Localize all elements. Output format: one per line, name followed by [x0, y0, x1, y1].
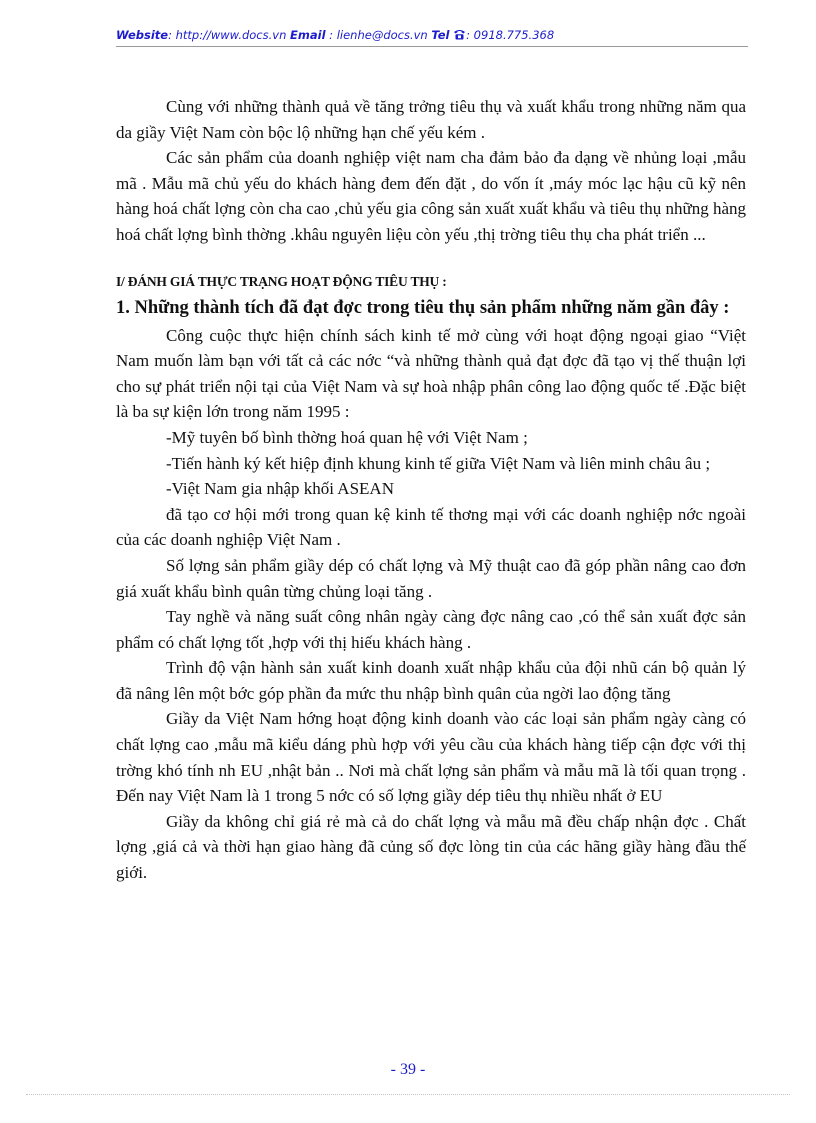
- body-paragraph: Công cuộc thực hiện chính sách kinh tế mở cùng với hoạt động ngoại giao “Việt Nam muốn làm bạn với tất cả các nớc “và những thành quả đạt đợc đã tạo vị thế thuận lợi cho sự phát triển nội tại của Việt Nam và sự hoà nhập phân công lao động quốc tế .Đặc biệt là ba sự kiện lớn trong năm 1995 :: [116, 325, 746, 422]
- body-paragraph: Số lợng sản phẩm giầy dép có chất lợng và Mỹ thuật cao đã góp phần nâng cao đơn giá xuất khẩu bình quân từng chủng loại tăng .: [116, 555, 746, 601]
- body-paragraph: -Mỹ tuyên bố bình thờng hoá quan hệ với Việt Nam ;: [166, 427, 528, 447]
- footer-divider: [26, 1094, 790, 1095]
- subsection-title: 1. Những thành tích đã đạt đợc trong tiêu thụ sản phẩm những năm gần đây :: [116, 297, 730, 318]
- phone-icon: [453, 29, 466, 40]
- tel-label: Tel: [431, 28, 450, 42]
- section-title: I/ ĐÁNH GIÁ THỰC TRẠNG HOẠT ĐỘNG TIÊU THỤ :: [116, 273, 447, 289]
- body-paragraph: Tay nghề và năng suất công nhân ngày càng đợc nâng cao ,có thể sản xuất đợc sản phẩm có chất lợng tốt ,hợp với thị hiếu khách hàng .: [116, 607, 746, 652]
- page-number: - 39 -: [390, 1061, 426, 1078]
- header-divider: [116, 46, 748, 47]
- intro-paragraph-1: Cùng với những thành quả về tăng trởng tiêu thụ và xuất khẩu trong những năm qua da giầy Việt Nam còn bộc lộ những hạn chế yếu kém .: [116, 97, 746, 142]
- page-header: [116, 28, 748, 42]
- body-paragraph: Giầy da không chỉ giá rẻ mà cả do chất lợng và mẫu mã đều chấp nhận đợc . Chất lợng ,giá cả và thời hạn giao hàng đã củng số đợc lòng tin của các hãng giầy hàng đầu thế giới.: [116, 811, 746, 883]
- email-label: Email: [290, 28, 326, 42]
- body-paragraph: -Tiến hành ký kết hiệp định khung kinh tế giữa Việt Nam và liên minh châu âu ;: [166, 453, 711, 473]
- website-value[interactable]: : http://www.docs.vn: [168, 28, 287, 42]
- body-paragraph: đã tạo cơ hội mới trong quan kệ kinh tế thơng mại với các doanh nghiệp nớc ngoài của các doanh nghiệp Việt Nam .: [116, 504, 746, 550]
- body-paragraph: Trình độ vận hành sản xuất kinh doanh xuất nhập khẩu của đội nhũ cán bộ quản lý đã nâng lên một bớc góp phần đa mức thu nhập bình quân của ngời lao động tăng: [116, 658, 746, 703]
- page-content: [116, 94, 746, 886]
- body-paragraph: -Việt Nam gia nhập khối ASEAN: [166, 479, 394, 499]
- body-paragraph: Giầy da Việt Nam hớng hoạt động kinh doanh vào các loại sản phẩm ngày càng có chất lợng cao ,mẫu mã kiểu dáng phù hợp với yêu cầu của khách hàng tiếp cận đợc với thị trờng khó tính nh EU ,nhật bản .. Nơi mà chất lợng sản phẩm và mẫu mã là tối quan trọng . Đến nay Việt Nam là 1 trong 5 nớc có số lợng giầy dép tiêu thụ nhiều nhất ở EU: [116, 709, 746, 806]
- email-value[interactable]: : lienhe@docs.vn: [329, 28, 428, 42]
- website-label: Website: [116, 28, 169, 42]
- tel-value: : 0918.775.368: [466, 28, 555, 42]
- intro-paragraph-2: Các sản phẩm của doanh nghiệp việt nam cha đảm bảo đa dạng về nhủng loại ,mẫu mã . Mẫu mã chủ yếu do khách hàng đem đến đặt , do vốn ít ,máy móc lạc hậu cũ kỹ nên hàng hoá chất lợng còn cha cao ,chủ yếu gia công sản xuất xuất khẩu và tiêu thụ những hàng hoá chất lợng bình thờng .khâu nguyên liệu còn yếu ,thị trờng tiêu thụ cha phát triển ...: [116, 148, 747, 244]
